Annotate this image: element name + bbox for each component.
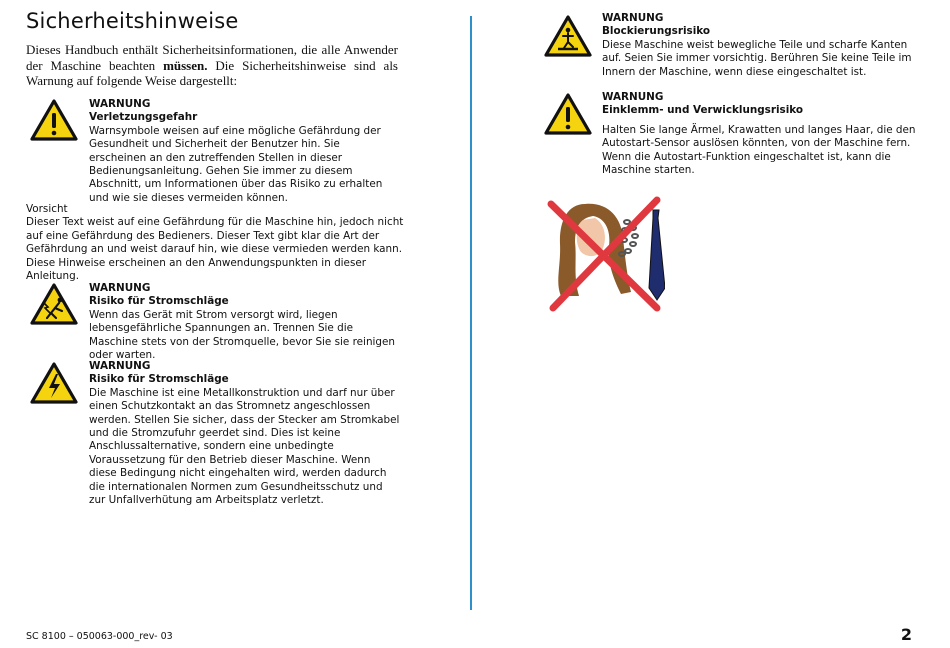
exclamation-warning-icon [543,92,593,136]
warning-body: Warnsymbole weisen auf eine mögliche Gefährdung der Gesundheit und Sicherheit der Benutzer hin. Sie erscheinen an den zutreffenden Stellen in dieser Bedienungsanleitung. Gehen Sie immer zu diesem Abschnitt, um Informationen über das Risiko zu erhalten und wie sie dieses vermeiden können. [89,124,383,204]
warning-title: Einklemm- und Verwicklungsrisiko [602,104,804,117]
column-divider [470,16,472,610]
caution-body: Dieser Text weist auf eine Gefährdung für die Maschine hin, jedoch nicht auf eine Gefährdung des Bedieners. Dieser Text gibt klar die Art der Gefährdung an und weist darauf hin, wie diese vermieden werden kann. Diese Hinweise erscheinen an den Anwendungspunkten in dieser Anleitung. [26,216,404,283]
page-number: 2 [900,625,912,644]
warning-title: Risiko für Stromschläge [89,295,229,308]
electrocution-warning-icon [29,282,79,326]
blocking-hazard-icon [543,14,593,58]
intro-text-2: Die Sicherheitshinweise sind als Warnung auf folgende Weise dargestellt: [26,57,398,88]
caution-block [26,203,406,283]
warning-entanglement-icon-wrap [543,92,593,136]
warning-label: WARNUNG [89,360,151,372]
crossed-hair-necklace-tie-icon [545,196,665,314]
warning-label: WARNUNG [602,91,664,103]
exclamation-warning-icon [29,98,79,142]
warning-title: Verletzungsgefahr [89,111,198,124]
warning-entanglement-text [602,91,922,177]
warning-title: Blockierungsrisiko [602,25,711,38]
document-footer: SC 8100 – 050063-000_rev- 03 [26,631,173,642]
warning-body: Halten Sie lange Ärmel, Krawatten und langes Haar, die den Autostart-Sensor auslösen könnten, von der Maschine fern. Wenn die Autostart-Funktion eingeschaltet ist, kann die Maschine starten. [602,123,916,177]
intro-emphasis: müssen. [163,57,208,73]
warning-injury-icon-wrap [29,98,79,142]
warning-body: Diese Maschine weist bewegliche Teile und scharfe Kanten auf. Seien Sie immer vorsichtig. Berühren Sie keine Teile im Innern der Maschine, wenn diese eingeschaltet ist. [602,38,912,78]
warning-electrocution-icon-wrap [29,282,79,326]
warning-label: WARNUNG [602,12,664,24]
warning-title: Risiko für Stromschläge [89,373,229,386]
intro-text-1: Dieses Handbuch enthält Sicherheitsinformationen, die alle Anwender der Maschine beachten [26,42,398,73]
warning-body: Wenn das Gerät mit Strom versorgt wird, liegen lebensgefährliche Spannungen an. Trennen Sie die Maschine stets von der Stromquelle, bevor Sie sie reinigen oder warten. [89,308,395,362]
warning-body: Die Maschine ist eine Metallkonstruktion und darf nur über einen Schutzkontakt an das Stromnetz angeschlossen werden. Stellen Sie sicher, dass der Stecker am Stromkabel und die Stromzufuhr geerdet sind. Dies ist keine Anschlussalternative, sondern eine unbedingte Voraussetzung für den Betrieb dieser Maschine. Wenn diese Bedingung nicht eingehalten wird, werden dadurch die internationalen Normen zum Gesundheitsschutz und zur Unfallverhütung am Arbeitsplatz verletzt. [89,386,400,507]
intro-paragraph [26,42,398,89]
warning-label: WARNUNG [89,98,151,110]
high-voltage-warning-icon [29,361,79,405]
caution-heading: Vorsicht [26,203,68,215]
page-title: Sicherheitshinweise [26,9,239,33]
warning-electrocution-text [89,282,399,362]
warning-injury-text [89,98,399,205]
warning-blocking-icon-wrap [543,14,593,58]
warning-label: WARNUNG [89,282,151,294]
warning-blocking-text [602,12,922,79]
warning-voltage-icon-wrap [29,361,79,405]
warning-voltage-text [89,360,401,507]
entanglement-illustration [545,196,665,314]
